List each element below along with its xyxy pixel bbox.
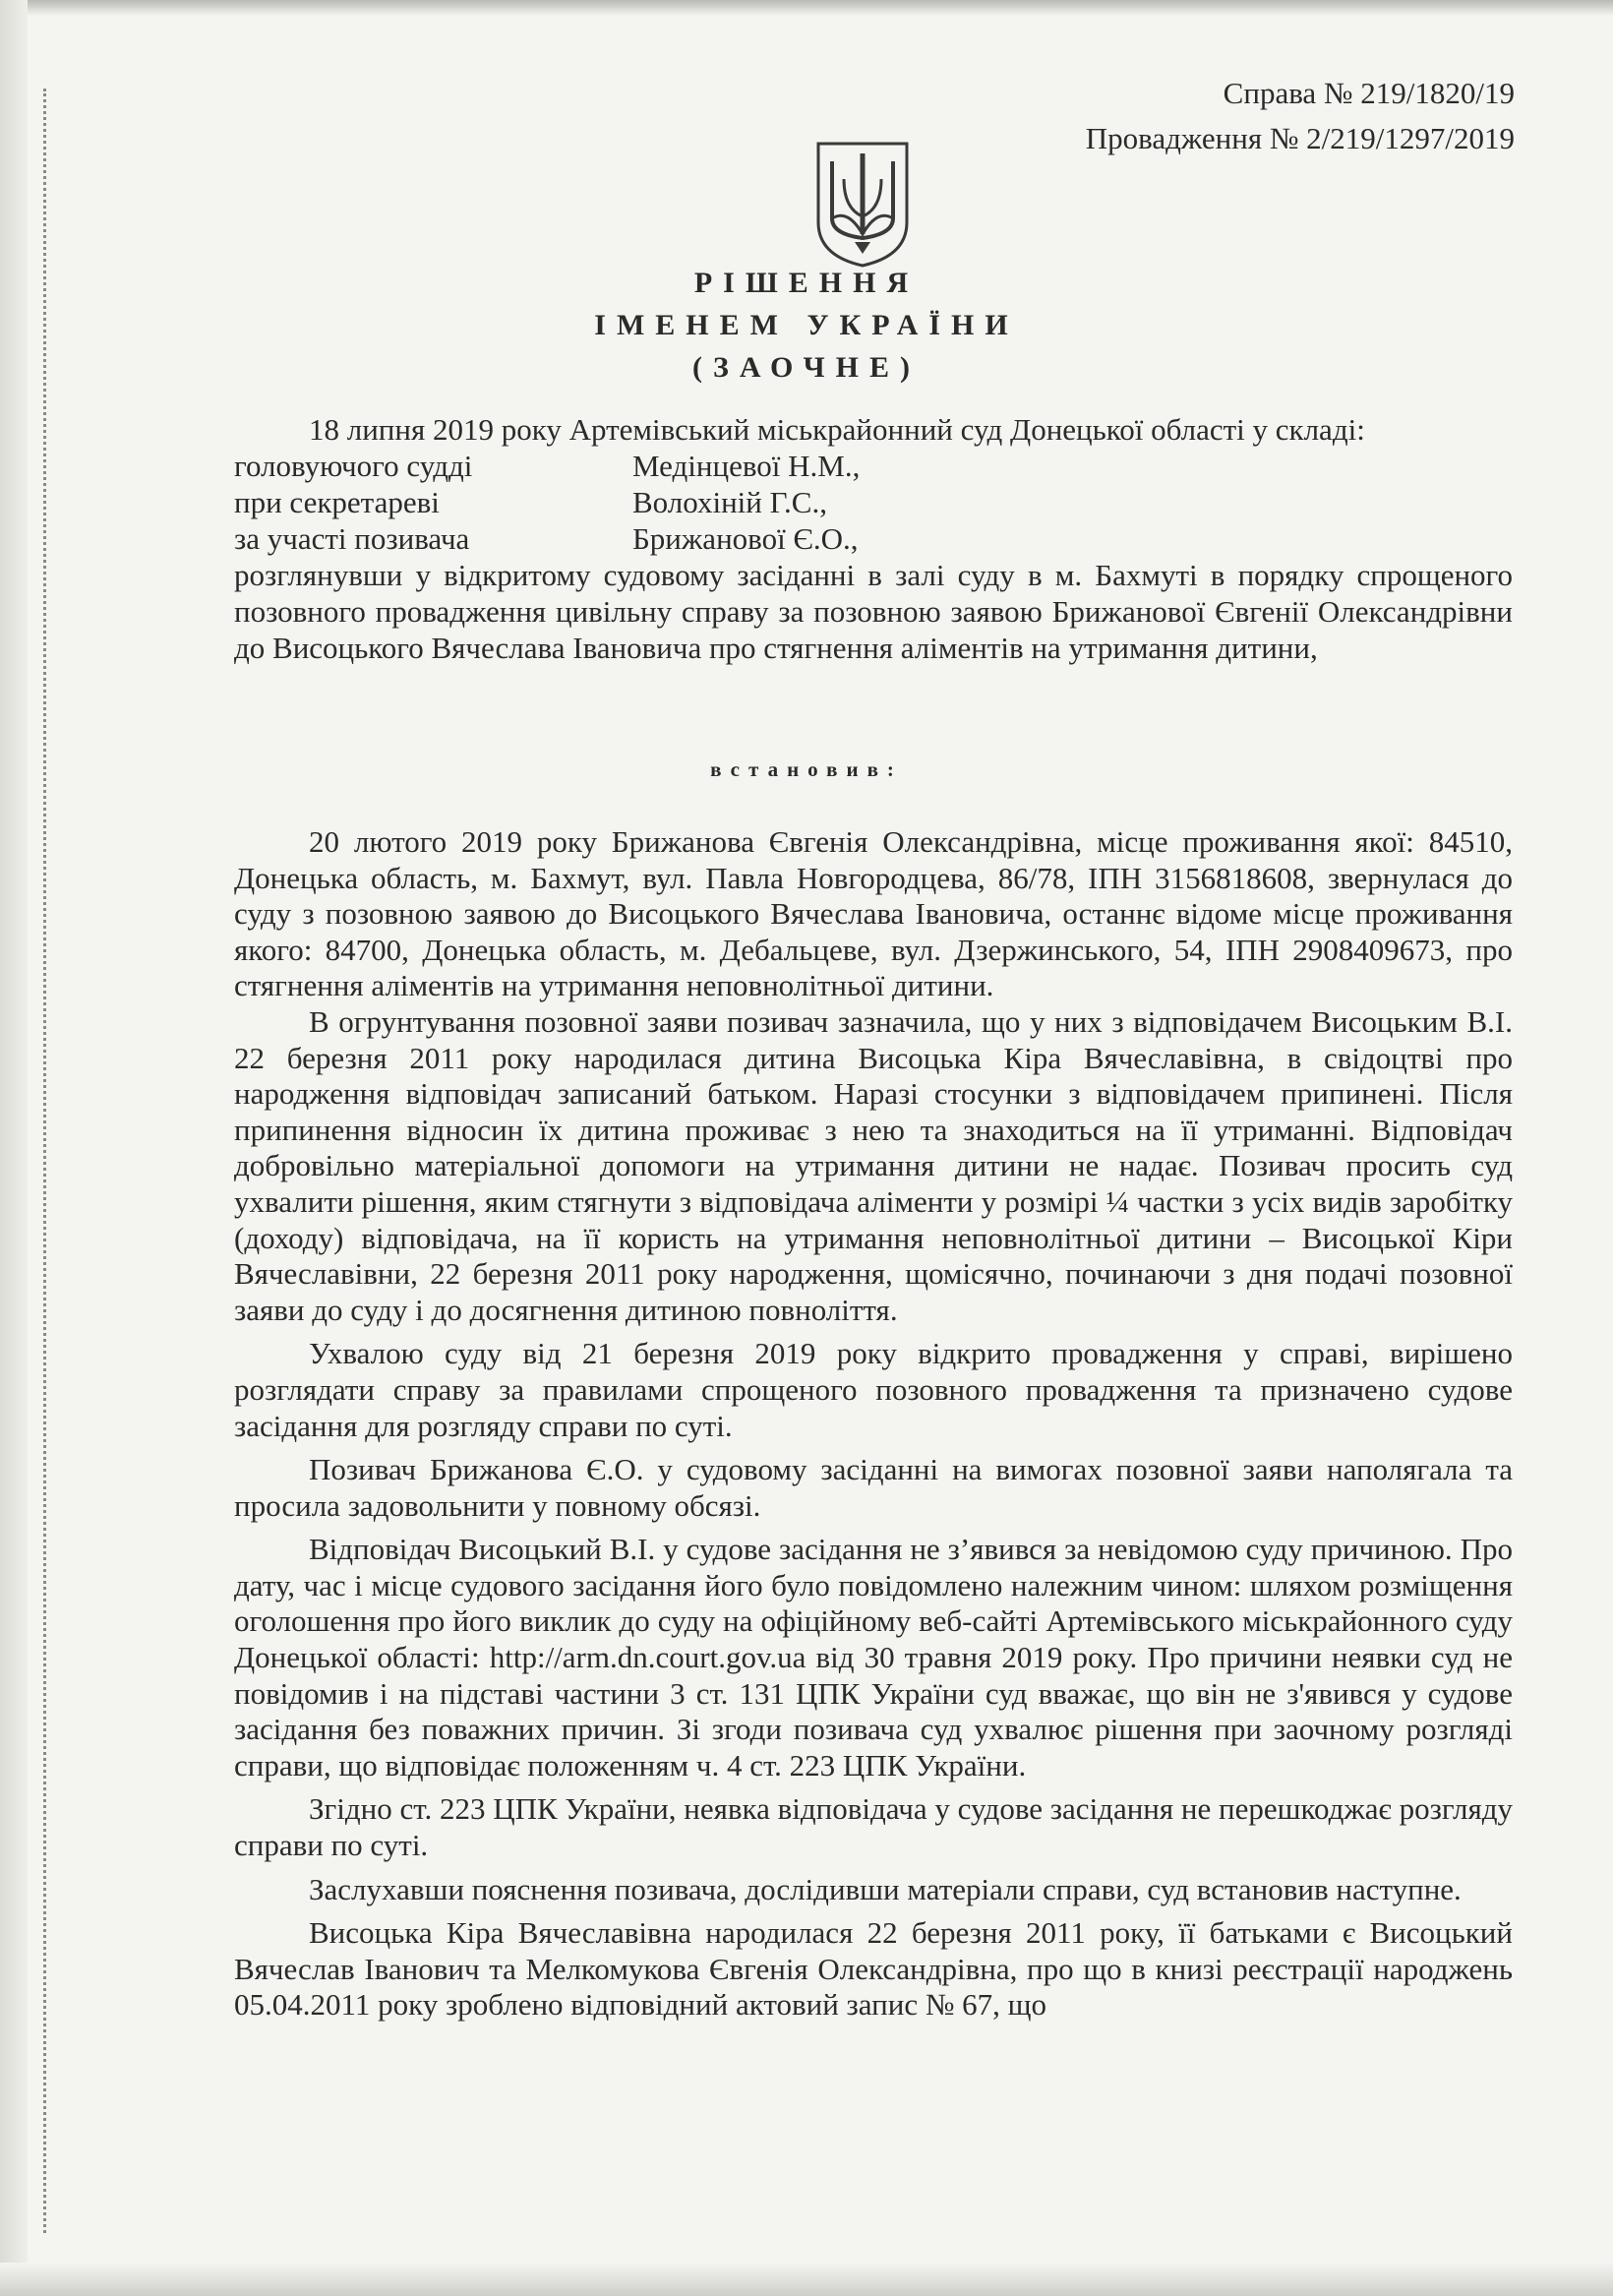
section-title-established: встановив: bbox=[710, 757, 903, 781]
party-name: Брижанової Є.О., bbox=[632, 521, 859, 556]
staple-marks bbox=[43, 89, 50, 2233]
case-number: Справа № 219/1820/19 bbox=[1223, 76, 1515, 110]
party-row bbox=[234, 484, 1513, 520]
decision-body bbox=[234, 824, 1513, 2024]
body-paragraph: 20 лютого 2019 року Брижанова Євгенія Олександрівна, місце проживання якої: 84510, Донецька область, м. Бахмут, вул. Павла Новгородцева, 86/78, ІПН 3156818608, звернулася до суду з позовною заявою до Висоцького Вячеслава Івановича, останнє відоме місце проживання якого: 84700, Донецька область, м. Дебальцеве, вул. Дзержинського, 54, ІПН 2908409673, про стягнення аліментів на утримання неповнолітньої дитини. bbox=[234, 824, 1513, 1003]
case-info bbox=[1086, 71, 1515, 161]
body-paragraph: В огрунтування позовної заяви позивач зазначила, що у них з відповідачем Висоцьким В.І. 22 березня 2011 року народилася дитина Висоцька Кіра Вячеславівна, в свідоцтві про народження відповідач записаний батьком. Наразі стосунки з відповідачем припинені. Після припинення відносин їх дитина проживає з нею та знаходиться на її утриманні. Відповідач добровільно матеріальної допомоги на утримання дитини не надає. Позивач просить суд ухвалити рішення, яким стягнути з відповідача аліменти у розмірі ¼ частки з усіх видів заробітку (доходу) відповідача, на її користь на утримання неповнолітньої дитини – Висоцької Кіри Вячеславівни, 22 березня 2011 року народження, щомісячно, починаючи з дня подачі позовної заяви до суду і до досягнення дитиною повноліття. bbox=[234, 1003, 1513, 1327]
body-paragraph: Заслухавши пояснення позивача, дослідивши матеріали справи, суд встановив наступне. bbox=[309, 1871, 1462, 1906]
body-paragraph: Позивач Брижанова Є.О. у судовому засіданні на вимогах позовної заяви наполягала та просила задовольнити у повному обсязі. bbox=[234, 1452, 1513, 1523]
title-line-in-absentia: (ЗАОЧНЕ) bbox=[692, 351, 921, 384]
decision-title bbox=[0, 262, 1613, 389]
party-row bbox=[234, 520, 1513, 557]
title-line-decision: РІШЕННЯ bbox=[693, 267, 920, 299]
scan-top-edge bbox=[0, 0, 1613, 16]
intro-considered: розглянувши у відкритому судовому засіданні в залі суду в м. Бахмуті в порядку спрощеного позовного провадження цивільну справу за позовною заявою Брижанової Євгенії Олександрівни до Висоцького Вячеслава Івановича про стягнення аліментів на утримання дитини, bbox=[234, 558, 1513, 665]
body-paragraph: Висоцька Кіра Вячеславівна народилася 22 березня 2011 року, її батьками є Висоцький Вячеслав Іванович та Мелкомукова Євгенія Олександрівна, про що в книзі реєстрації народжень 05.04.2011 року зроблено відповідний актовий запис № 67, що bbox=[234, 1915, 1513, 2023]
proceeding-number: Провадження № 2/219/1297/2019 bbox=[1085, 121, 1515, 155]
party-role: за участі позивача bbox=[234, 521, 470, 556]
trident-coat-of-arms-icon bbox=[814, 140, 911, 268]
body-paragraph: Відповідач Висоцький В.І. у судове засідання не з’явився за невідомою суду причиною. Про дату, час і місце судового засідання його було повідомлено належним чином: шляхом розміщення оголошення про його виклик до суду на офіційному веб-сайті Артемівського міськрайонного суду Донецької області: http://arm.dn.court.gov.ua від 30 травня 2019 року. Про причини неявки суд не повідомив і на підставі частини 3 ст. 131 ЦПК України суд вважає, що він не з'явився у судове засідання без поважних причин. Зі згоди позивача суд ухвалює рішення при заочному розгляді справи, що відповідає положенням ч. 4 ст. 223 ЦПК України. bbox=[234, 1532, 1513, 1782]
body-paragraph: Ухвалою суду від 21 березня 2019 року відкрито провадження у справі, вирішено розглядати справу за правилами спрощеного позовного провадження та призначено судове засідання для розгляду справи по суті. bbox=[234, 1336, 1513, 1443]
party-row bbox=[234, 448, 1513, 484]
party-role: при секретареві bbox=[234, 485, 440, 519]
party-name: Волохіній Г.С., bbox=[632, 485, 827, 519]
party-name: Медінцевої Н.М., bbox=[632, 449, 861, 483]
title-line-name-of-ukraine: ІМЕНЕМ УКРАЇНИ bbox=[594, 309, 1019, 341]
body-paragraph: Згідно ст. 223 ЦПК України, неявка відповідача у судове засідання не перешкоджає розгляду справи по суті. bbox=[234, 1791, 1513, 1863]
decision-intro bbox=[234, 411, 1513, 666]
scan-bottom-edge bbox=[0, 2263, 1613, 2296]
intro-opening: 18 липня 2019 року Артемівський міськрайонний суд Донецької області у складі: bbox=[309, 412, 1365, 447]
party-role: головуючого судді bbox=[234, 449, 473, 483]
